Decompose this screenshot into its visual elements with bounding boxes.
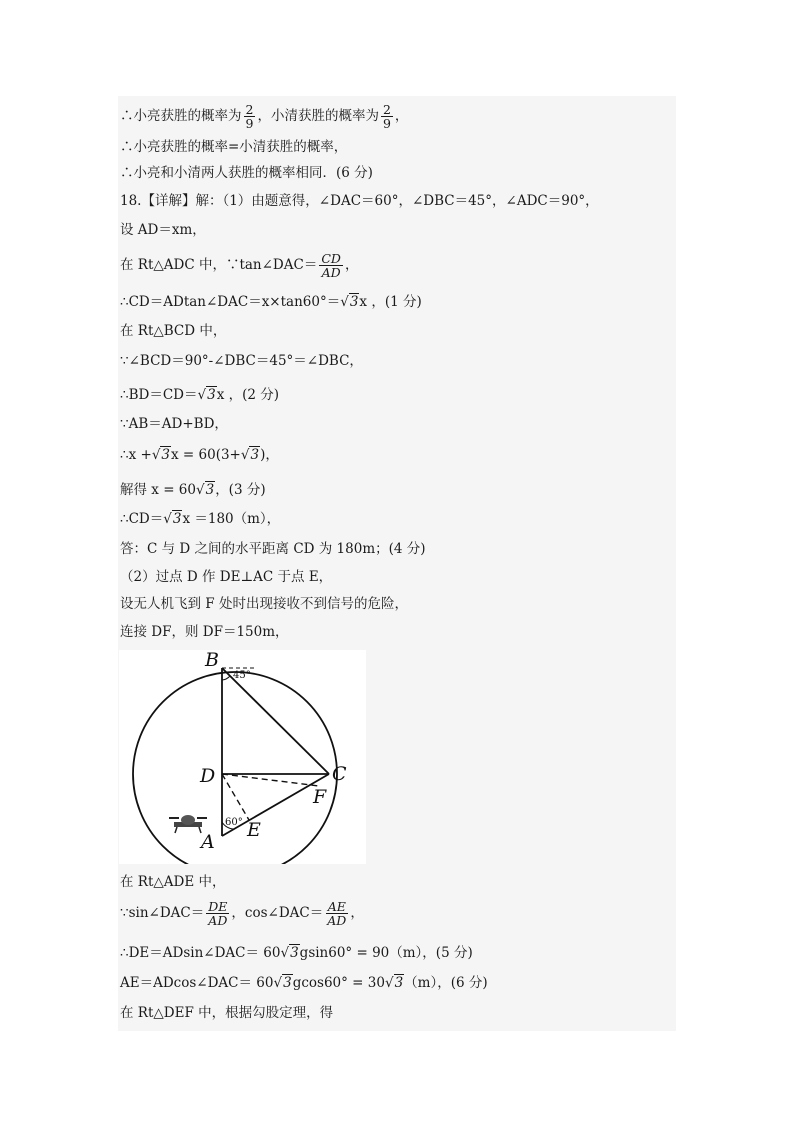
line-12: ∴x +√3x = 60(3+√3)，	[120, 447, 279, 463]
fraction-de-ad: $\frac{DE}{AD}$	[208, 899, 228, 928]
line-4: 18.【详解】解：（1）由题意得，∠DAC＝60°，∠DBC＝45°，∠ADC＝90°，	[120, 193, 599, 209]
fraction-two-ninths-2: $\frac{2}{9}$	[382, 102, 391, 131]
fraction-cd-ad: $\frac{CD}{AD}$	[321, 251, 341, 280]
line-13: 解得 x = 60√3，(3 分)	[120, 482, 266, 498]
line-de-dashed	[222, 774, 249, 820]
line-20: ∵sin∠DAC＝ $\frac{DE}{AD}$ ，cos∠DAC＝ $\frac{AE}{AD}$ ，	[120, 899, 364, 928]
label-angle-60: 60°	[225, 817, 243, 828]
signal-circle	[133, 672, 337, 864]
line-5: 设 AD＝xm，	[120, 222, 206, 238]
geometry-figure	[119, 650, 366, 864]
label-a: A	[201, 831, 215, 853]
label-e: E	[247, 819, 261, 841]
fraction-ae-ad: $\frac{AE}{AD}$	[327, 899, 347, 928]
line-15: 答：C 与 D 之间的水平距离 CD 为 180m；(4 分)	[120, 541, 426, 557]
line-8: 在 Rt△BCD 中，	[120, 323, 227, 339]
line-11: ∵AB＝AD+BD，	[120, 416, 228, 432]
line-21: ∴DE＝ADsin∠DAC＝ 60√3gsin60° = 90（m），(5 分)	[120, 945, 473, 961]
line-22: AE＝ADcos∠DAC＝ 60√3gcos60° = 30√3（m），(6 分)	[120, 975, 488, 991]
line-17: 设无人机飞到 F 处时出现接收不到信号的危险，	[120, 596, 408, 612]
line-1: ∴小亮获胜的概率为 $\frac{2}{9}$ ，小清获胜的概率为 $\frac{2}{9}$ ，	[120, 102, 409, 131]
line-df-dashed	[222, 774, 319, 786]
line-23: 在 Rt△DEF 中，根据勾股定理，得	[120, 1005, 334, 1021]
fraction-two-ninths: $\frac{2}{9}$	[245, 102, 254, 131]
line-10: ∴BD＝CD＝√3x ，(2 分)	[120, 387, 280, 403]
line-6: 在 Rt△ADC 中，∵tan∠DAC＝ $\frac{CD}{AD}$ ，	[120, 251, 359, 280]
line-16: （2）过点 D 作 DE⊥AC 于点 E，	[120, 569, 333, 585]
label-b: B	[205, 650, 219, 671]
label-f: F	[313, 786, 327, 808]
line-18: 连接 DF，则 DF＝150m，	[120, 624, 289, 640]
line-bc	[222, 668, 329, 774]
line-3: ∴小亮和小清两人获胜的概率相同．(6 分)	[120, 165, 373, 181]
line-7: ∴CD＝ADtan∠DAC＝x×tan60°＝√3x ，(1 分)	[120, 294, 422, 310]
angle-arc-45	[222, 676, 230, 680]
line-2: ∴小亮获胜的概率=小清获胜的概率，	[120, 139, 348, 155]
line-14: ∴CD＝√3x ＝180（m），	[120, 511, 281, 527]
label-d: D	[200, 765, 216, 787]
line-9: ∵∠BCD＝90°-∠DBC＝45°＝∠DBC，	[120, 353, 363, 369]
label-c: C	[332, 763, 347, 785]
label-angle-45: 45°	[233, 670, 251, 681]
line-19: 在 Rt△ADE 中，	[120, 874, 226, 890]
geometry-svg	[119, 650, 366, 864]
